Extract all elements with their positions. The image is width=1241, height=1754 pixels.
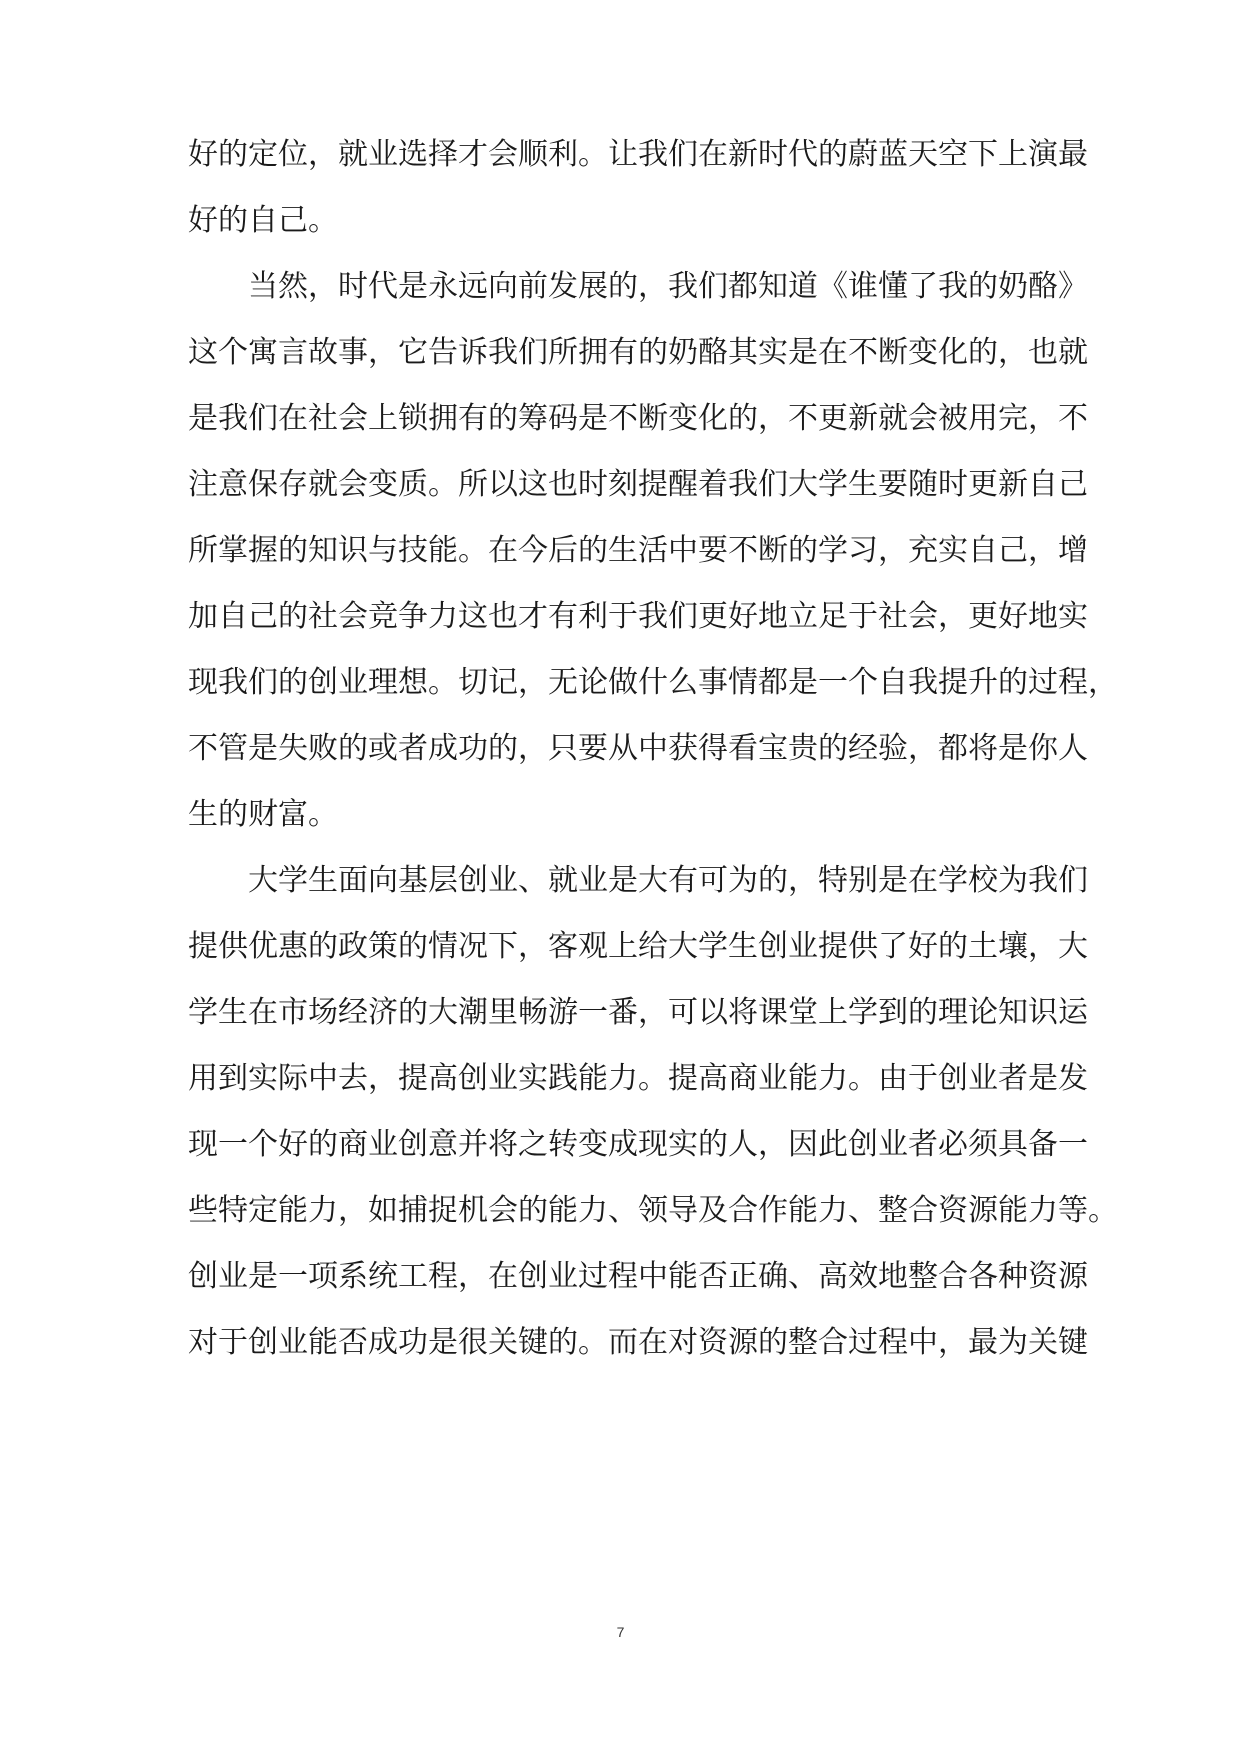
text-line: 现我们的创业理想。切记，无论做什么事情都是一个自我提升的过程，	[188, 665, 1118, 700]
text-line: 学生在市场经济的大潮里畅游一番，可以将课堂上学到的理论知识运	[188, 995, 1088, 1030]
text-line: 好的定位，就业选择才会顺利。让我们在新时代的蔚蓝天空下上演最	[188, 137, 1088, 172]
text-line: 生的财富。	[188, 797, 338, 832]
text-line: 创业是一项系统工程，在创业过程中能否正确、高效地整合各种资源	[188, 1259, 1088, 1294]
text-line: 些特定能力，如捕捉机会的能力、领导及合作能力、整合资源能力等。	[188, 1193, 1118, 1228]
paragraph-first-line: 当然，时代是永远向前发展的，我们都知道《谁懂了我的奶酪》	[248, 269, 1088, 304]
text-line: 提供优惠的政策的情况下，客观上给大学生创业提供了好的土壤，大	[188, 929, 1088, 964]
text-line: 用到实际中去，提高创业实践能力。提高商业能力。由于创业者是发	[188, 1061, 1088, 1096]
text-line: 对于创业能否成功是很关键的。而在对资源的整合过程中，最为关键	[188, 1325, 1088, 1360]
text-line: 加自己的社会竞争力这也才有利于我们更好地立足于社会，更好地实	[188, 599, 1088, 634]
text-line: 不管是失败的或者成功的，只要从中获得看宝贵的经验，都将是你人	[188, 731, 1088, 766]
paragraph-first-line: 大学生面向基层创业、就业是大有可为的，特别是在学校为我们	[248, 863, 1088, 898]
text-line: 好的自己。	[188, 203, 338, 238]
text-line: 现一个好的商业创意并将之转变成现实的人，因此创业者必须具备一	[188, 1127, 1088, 1162]
text-line: 这个寓言故事，它告诉我们所拥有的奶酪其实是在不断变化的，也就	[188, 335, 1088, 370]
page-number: 7	[616, 1624, 625, 1640]
text-line: 所掌握的知识与技能。在今后的生活中要不断的学习，充实自己，增	[188, 533, 1088, 568]
text-line: 注意保存就会变质。所以这也时刻提醒着我们大学生要随时更新自己	[188, 467, 1088, 502]
text-line: 是我们在社会上锁拥有的筹码是不断变化的，不更新就会被用完，不	[188, 401, 1088, 436]
